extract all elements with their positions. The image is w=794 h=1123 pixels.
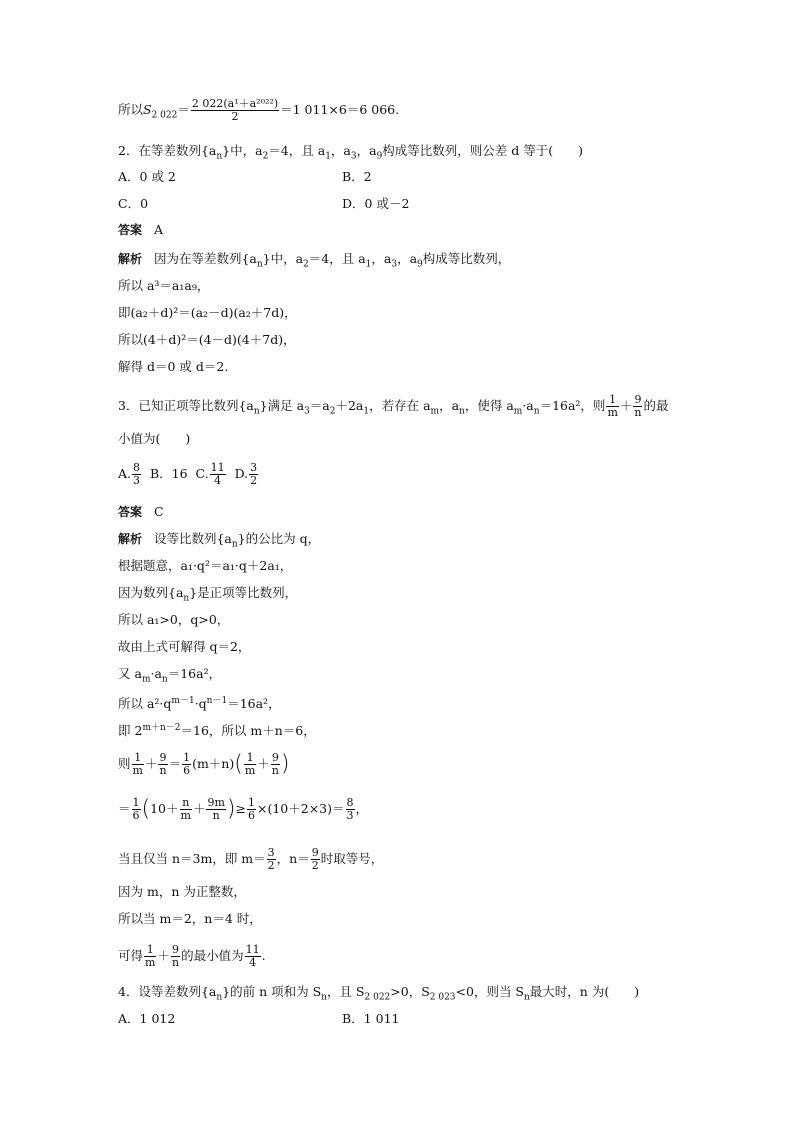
numerator: 9 — [311, 846, 319, 859]
numerator: 1 — [244, 752, 256, 765]
text: (m＋n) — [192, 756, 235, 771]
q3-step — [118, 665, 221, 689]
text: ，a — [439, 398, 460, 413]
subscript: n — [459, 406, 465, 417]
denominator: 4 — [214, 474, 222, 487]
q2-analysis-line — [118, 250, 510, 274]
q1-conclusion-line — [118, 98, 399, 125]
q3-step: 故由上式可解得 q＝2， — [118, 639, 251, 654]
denominator: 6 — [247, 809, 255, 822]
fraction — [132, 752, 144, 777]
text: ＝4，且 a — [268, 143, 326, 158]
subscript: 9 — [376, 151, 383, 162]
q3-step — [118, 797, 368, 822]
fraction — [244, 752, 256, 777]
denominator: 2 — [311, 859, 319, 872]
text: ＝ — [168, 756, 182, 771]
fraction — [245, 944, 261, 969]
subscript: n — [533, 406, 540, 417]
q3-step: 根据题意，a₁·q²＝a₁·q＋2a₁， — [118, 558, 293, 573]
subscript: 9 — [417, 259, 423, 270]
q2-option-c: C．0 — [118, 196, 149, 211]
text: 3．已知正项等比数列{a — [118, 398, 254, 413]
fraction — [633, 394, 642, 419]
answer-label: 答案 — [118, 505, 143, 519]
fraction — [346, 797, 355, 822]
denominator: m — [244, 764, 256, 777]
text: }的公比为 q， — [237, 531, 321, 546]
denominator: 2 — [250, 474, 258, 487]
subscript: m — [141, 674, 151, 685]
q2-step: 即(a₂＋d)²＝(a₂－d)(a₂＋7d)， — [118, 305, 297, 320]
denominator: 2 — [267, 859, 275, 872]
numerator: n — [180, 797, 192, 810]
numerator: 11 — [245, 943, 260, 956]
text: 的最 — [643, 398, 669, 413]
text: 2．在等差数列{a — [118, 143, 217, 158]
text: 最大时，n 为( ) — [529, 984, 640, 999]
q3-step — [118, 719, 316, 740]
subscript: 1 — [325, 151, 331, 162]
text: 当且仅当 n＝3m，即 m＝ — [118, 851, 266, 866]
text: 可得 — [118, 948, 144, 963]
subscript: 2 — [303, 259, 309, 270]
q3-answer — [118, 503, 164, 521]
text: >0，S — [390, 984, 430, 999]
var: S — [143, 102, 152, 117]
text: ，a — [330, 143, 351, 158]
subscript: 1 — [365, 259, 372, 270]
q3-analysis-line — [118, 530, 320, 554]
q3-stem-cont: 小值为( ) — [118, 431, 191, 446]
fraction — [171, 944, 180, 969]
text: 的最小值为 — [181, 948, 244, 963]
numerator: 3 — [267, 846, 275, 859]
answer-value: C — [153, 504, 164, 519]
fraction — [247, 797, 256, 822]
q4-option-b: B．1 011 — [342, 1011, 400, 1026]
text: 4．设等差数列{a — [118, 984, 217, 999]
subscript: n — [216, 151, 223, 162]
subscript: 3 — [350, 151, 357, 162]
text: }是正项等比数列， — [189, 585, 298, 600]
numerator: 8 — [133, 461, 141, 474]
q3-stem: 3．已知正项等比数列$\{a_n\}$满足 $a_3=a_2+2a_1$，若存在 $a_m$，$a_n$，使得 $a_m\cdot a_n=16a^2$，则 $\frac{1}{m}$ ＋ $\frac{9}{n}$ 的最 — [118, 393, 669, 419]
denominator: 6 — [132, 809, 140, 822]
text: 因为数列{a — [118, 585, 184, 600]
denominator: 3 — [133, 474, 141, 487]
superscript: m－1 — [171, 696, 195, 706]
fraction — [210, 462, 226, 487]
text: 构成等比数列，则公差 d 等于( ) — [382, 143, 583, 158]
q4-stem — [118, 983, 639, 1007]
q2-option-a: A．0 或 2 — [118, 169, 176, 184]
subscript: n — [183, 593, 190, 604]
q2-option-d: D．0 或－2 — [342, 196, 410, 211]
numerator: 2 022(a¹＋a²⁰²²) — [191, 97, 279, 110]
text: ，a — [397, 251, 418, 266]
numerator: 1 — [144, 944, 156, 957]
subscript: 2 022 — [151, 110, 178, 121]
text: ＋ — [144, 756, 158, 771]
text: ，a — [371, 251, 392, 266]
superscript: n－1 — [206, 696, 228, 706]
text: }中，a — [222, 143, 263, 158]
fraction — [158, 752, 167, 777]
fraction — [311, 847, 320, 872]
text: 10＋ — [150, 801, 179, 816]
text: 则 — [118, 756, 131, 771]
text: ，a — [356, 143, 377, 158]
subscript: 2 — [329, 406, 336, 417]
text: }中，a — [262, 251, 304, 266]
fraction — [267, 847, 276, 872]
subscript: n — [161, 674, 168, 685]
text: ≥ — [235, 801, 246, 816]
denominator: m — [145, 956, 156, 969]
text: ＝4，且 a — [308, 251, 366, 266]
text: ＝ — [177, 102, 190, 117]
option-c: C. — [195, 466, 209, 481]
text: ，若存在 a — [369, 398, 431, 413]
subscript: 2 023 — [429, 992, 456, 1003]
denominator: n — [271, 764, 279, 777]
right-paren: ) — [280, 751, 290, 777]
text: ＝ — [118, 801, 131, 816]
q2-stem — [118, 142, 583, 166]
denominator: n — [212, 809, 220, 822]
denominator: 4 — [249, 956, 257, 969]
numerator: 9 — [159, 751, 167, 764]
denominator: n — [159, 764, 167, 777]
q3-step: 因为 m，n 为正整数， — [118, 884, 246, 899]
text: 即 2 — [118, 723, 143, 739]
option-d: D. — [234, 466, 249, 481]
text: 设等比数列{a — [153, 531, 232, 546]
numerator: 1 — [606, 394, 618, 407]
fraction — [182, 752, 191, 777]
fraction — [271, 752, 280, 777]
fraction — [132, 797, 141, 822]
fraction — [132, 462, 141, 487]
answer-value: A — [153, 222, 163, 237]
subscript: 3 — [304, 406, 310, 417]
option-a: A. — [118, 466, 132, 481]
text: ，使得 a — [464, 398, 514, 413]
fraction — [606, 394, 618, 419]
q3-step — [118, 584, 297, 608]
numerator: 9 — [271, 751, 279, 764]
denominator: m — [607, 406, 618, 419]
denominator: n — [171, 956, 180, 969]
text: ＝1 011×6＝6 066. — [280, 102, 400, 117]
text: ×(10＋2×3)＝ — [256, 801, 345, 816]
subscript: 2 — [262, 151, 269, 162]
numerator: 1 — [183, 751, 191, 764]
denominator: m — [132, 764, 143, 777]
q3-step: 所以 a₁>0，q>0， — [118, 612, 230, 627]
denominator: 6 — [183, 764, 191, 777]
q3-step — [118, 944, 266, 969]
text: 又 a — [118, 666, 142, 681]
numerator: 9 — [172, 943, 180, 956]
answer-label: 答案 — [118, 223, 143, 237]
text: ＋2a — [335, 398, 364, 413]
text: ＋ — [157, 948, 170, 963]
denominator: 3 — [346, 809, 354, 822]
text: ，n＝ — [276, 851, 310, 866]
text: ，且 S — [326, 984, 365, 999]
numerator: 3 — [250, 461, 258, 474]
text: <0，则当 S — [455, 984, 524, 999]
q3-options — [118, 462, 259, 487]
numerator: 1 — [132, 796, 140, 809]
numerator: 1 — [247, 796, 255, 809]
q2-option-b: B．2 — [342, 169, 372, 184]
q2-step: 解得 d＝0 或 d＝2. — [118, 359, 229, 374]
subscript: n — [524, 992, 530, 1003]
text: ， — [355, 801, 369, 816]
numerator: 8 — [346, 796, 354, 809]
subscript: m — [513, 406, 523, 417]
text: 因为在等差数列{a — [153, 251, 257, 266]
superscript: m＋n－2 — [142, 723, 181, 733]
subscript: n — [231, 539, 238, 550]
right-paren: ) — [226, 796, 236, 822]
text: ＋ — [192, 801, 206, 816]
subscript: 2 022 — [364, 992, 391, 1003]
q4-option-a: A．1 012 — [118, 1011, 176, 1026]
text: 时取等号， — [320, 851, 384, 866]
q3-step — [118, 847, 383, 872]
text: }的前 n 项和为 S — [222, 984, 322, 999]
text: ＝16a²， — [227, 696, 281, 712]
option-b: B．16 — [149, 466, 188, 481]
text: ＝16a²， — [167, 666, 222, 681]
q2-answer — [118, 221, 163, 239]
text: ·a — [150, 666, 162, 681]
text: . — [261, 948, 266, 963]
denominator: 2 — [231, 110, 239, 123]
text: 所以 — [118, 102, 144, 117]
analysis-label: 解析 — [118, 252, 143, 266]
numerator: 9m — [207, 796, 225, 809]
denominator: n — [634, 406, 642, 419]
q3-step: 则 $\frac{1}{m}$ ＋ $\frac{9}{n}$ ＝ $\frac{1}{6}$ (m＋n)( $\frac{1}{m}$ ＋ $\frac{9}{n}$ ) — [118, 751, 290, 777]
numerator: 9 — [634, 393, 642, 406]
q3-step: 所以当 m＝2，n＝4 时， — [118, 911, 262, 926]
fraction — [249, 462, 258, 487]
q2-step: 所以(4＋d)²＝(4－d)(4＋7d)， — [118, 332, 296, 347]
left-paren: ( — [141, 796, 151, 822]
subscript: 1 — [363, 406, 370, 417]
q3-step — [118, 692, 281, 713]
subscript: n — [321, 992, 327, 1003]
text: ＝16，所以 m＋n＝6， — [180, 723, 316, 739]
numerator: 1 — [132, 752, 144, 765]
text: 构成等比数列， — [422, 251, 511, 266]
subscript: m — [430, 406, 440, 417]
left-paren: ( — [234, 751, 243, 777]
text: ·q — [194, 696, 207, 712]
subscript: 3 — [391, 259, 398, 270]
numerator: 11 — [210, 461, 225, 474]
subscript: n — [253, 406, 260, 417]
fraction — [191, 98, 279, 123]
subscript: n — [216, 992, 223, 1003]
subscript: n — [256, 259, 263, 270]
q2-step: 所以 a³＝a₁a₉， — [118, 278, 210, 293]
text: }满足 a — [259, 398, 305, 413]
fraction — [206, 797, 225, 822]
text: ＝16a²，则 — [539, 398, 606, 413]
denominator: m — [180, 809, 191, 822]
analysis-label: 解析 — [118, 532, 143, 546]
text: ＝a — [309, 398, 330, 413]
fraction — [144, 944, 156, 969]
text: ·a — [522, 398, 534, 413]
fraction — [180, 797, 192, 822]
text: 所以 a²·q — [118, 696, 172, 712]
